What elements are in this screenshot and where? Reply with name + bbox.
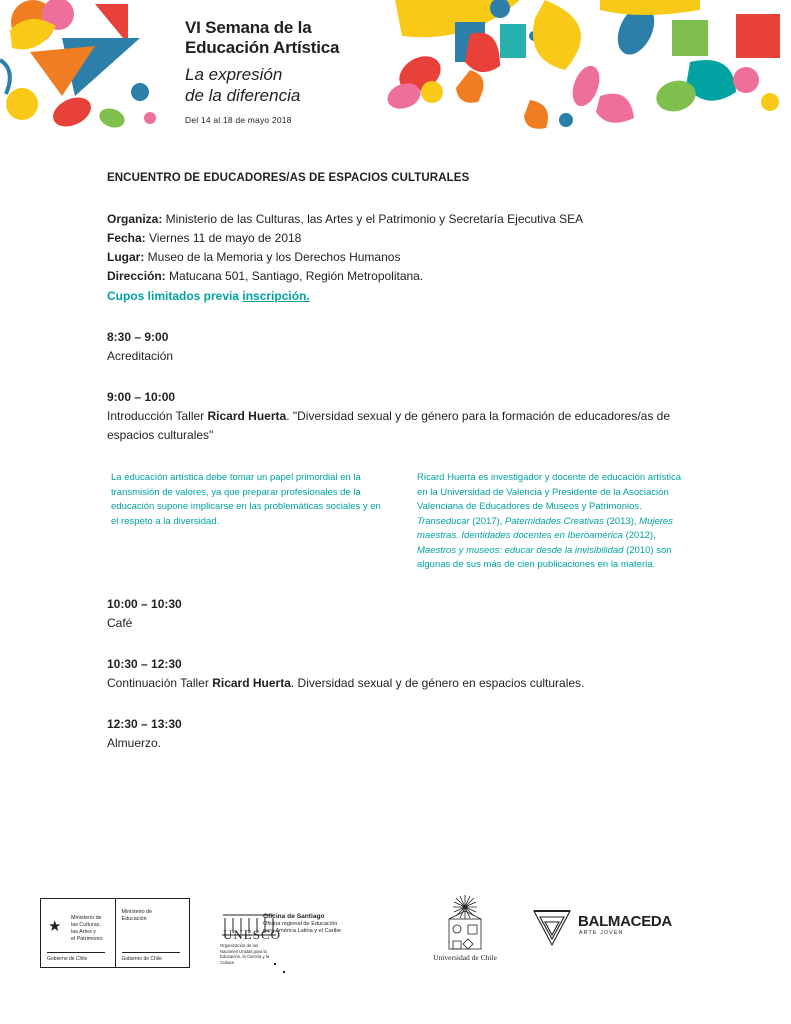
ministry-culture-name <box>71 915 102 943</box>
schedule-desc-pre: Café <box>107 615 133 630</box>
bio-column <box>417 471 687 573</box>
meta-row-organiza <box>107 210 687 229</box>
decorative-dot <box>274 963 276 965</box>
ministry-culture-line-1: Ministerio de <box>71 915 102 921</box>
schedule-description <box>107 407 687 445</box>
footer-logos <box>0 885 791 995</box>
schedule-item-2 <box>107 595 687 633</box>
ministry-culture-gob: Gobierno de Chile <box>47 956 88 962</box>
banner-decorative-shapes <box>0 0 791 150</box>
balmaceda-wordmark: BALMACEDA <box>578 913 672 930</box>
schedule-item-3 <box>107 655 687 693</box>
ministry-logos <box>40 898 190 968</box>
uchile-name: Universidad de Chile <box>433 953 497 962</box>
balmaceda-triangle-icon <box>530 907 574 951</box>
banner-title-line-2: Educación Artística <box>185 38 340 57</box>
unesco-wordmark: UNESCO <box>223 927 282 942</box>
page-title: ENCUENTRO DE EDUCADORES/AS DE ESPACIOS CULTURALES <box>107 172 470 184</box>
meta-label-lugar: Lugar: <box>107 250 145 264</box>
divider <box>122 952 180 953</box>
schedule-desc-bold: Ricard Huerta <box>207 409 287 423</box>
speaker-columns <box>111 471 687 573</box>
meta-value-fecha: Viernes 11 de mayo de 2018 <box>145 231 302 245</box>
meta-value-direccion: Matucana 501, Santiago, Región Metropolitana. <box>165 269 424 283</box>
cupos-notice <box>107 287 687 306</box>
meta-label-organiza: Organiza: <box>107 212 163 226</box>
schedule-description <box>107 347 687 366</box>
document-body <box>107 172 687 753</box>
bio-text-4: (2012), <box>622 530 656 541</box>
unesco-office-sub-1: Oficina regional de Educación <box>263 920 338 927</box>
star-icon: ★ <box>48 918 62 935</box>
banner-title-block <box>185 18 339 125</box>
ministry-culture-line-4: el Patrimonio <box>71 936 103 942</box>
unesco-office-sub-2: para América Latina y el Caribe <box>263 928 342 934</box>
schedule-time: 12:30 – 13:30 <box>107 716 182 731</box>
schedule-desc-post: . "Diversidad sexual y de género para la formación de educadores/as de espacios culturales" <box>107 409 671 442</box>
schedule-description <box>107 734 687 753</box>
schedule-desc-pre: Introducción Taller <box>107 409 208 423</box>
ministry-education-name <box>122 909 153 923</box>
schedule-description <box>107 614 687 633</box>
divider <box>47 952 105 953</box>
meta-row-lugar <box>107 248 687 267</box>
schedule-item-4 <box>107 715 687 753</box>
schedule-desc-pre: Continuación Taller <box>107 675 213 690</box>
meta-value-lugar: Museo de la Memoria y los Derechos Humanos <box>144 250 401 264</box>
unesco-logo <box>215 907 390 963</box>
ministry-culture-line-2: las Culturas, <box>71 922 101 928</box>
bio-text-1: Ricard Huerta es investigador y docente de educación artística en la Universidad de Valencia y Presidente de la Asociación Valenciana de Educadores de Museos y Patrimonios. <box>417 472 682 512</box>
banner-subtitle-line-2: de la diferencia <box>185 86 301 105</box>
schedule-time: 10:00 – 10:30 <box>107 596 182 611</box>
schedule-desc-post: . Diversidad sexual y de género en espacios culturales. <box>290 675 585 690</box>
banner-subtitle-line-1: La expresión <box>185 65 283 84</box>
schedule-desc-pre: Almuerzo. <box>107 735 162 750</box>
banner-title-line-1: VI Semana de la <box>185 18 312 37</box>
meta-value-organiza: Ministerio de las Culturas, las Artes y el Patrimonio y Secretaría Ejecutiva SEA <box>162 212 584 226</box>
decorative-dot <box>283 971 285 973</box>
unesco-subtitle: Organización de las Naciones Unidas para la Educación, la Ciencia y la Cultura <box>220 943 270 965</box>
ministry-education-logo <box>115 899 190 967</box>
schedule-desc-pre: Acreditación <box>107 349 174 363</box>
schedule-description <box>107 674 687 693</box>
ministry-education-line-1: Ministerio de <box>121 909 153 915</box>
event-metadata <box>107 210 687 306</box>
bio-title-2: Paternidades Creativas <box>505 515 604 527</box>
bio-text-5: (2010) son algunas de sus más de cien publicaciones en la materia. <box>417 544 672 570</box>
bio-text-2: (2017), <box>469 515 506 527</box>
meta-row-direccion <box>107 267 687 286</box>
schedule-time: 9:00 – 10:00 <box>107 390 176 404</box>
bio-title-1: Transeducar <box>417 515 470 527</box>
inscripcion-link[interactable]: inscripción. <box>242 289 310 303</box>
bio-text-3: (2013), <box>603 515 640 527</box>
bio-title-3: Mujeres maestras. Identidades docentes en Iberoamérica <box>417 515 673 541</box>
meta-label-direccion: Dirección: <box>107 269 166 283</box>
ministry-culture-logo <box>41 899 115 967</box>
unesco-office-block <box>263 913 341 936</box>
uchile-crest-icon <box>400 893 530 955</box>
balmaceda-arte-joven-logo <box>528 905 672 953</box>
balmaceda-tagline: ARTE JOVEN <box>579 930 624 936</box>
quote-column: La educación artística debe tomar un papel primordial en la transmisión de valores, ya que preparar profesionales de la educación supone implicarse en las problemáticas sociales y en el respeto a la diversidad. <box>111 472 381 527</box>
schedule-item-1 <box>107 388 687 445</box>
ministry-education-line-2: Educación <box>121 916 147 922</box>
banner-dates: Del 14 al 18 de mayo 2018 <box>185 115 292 125</box>
meta-row-fecha <box>107 229 687 248</box>
ministry-education-gob: Gobierno de Chile <box>121 956 162 962</box>
universidad-de-chile-logo <box>400 893 530 971</box>
unesco-office: Oficina de Santiago <box>263 913 325 920</box>
ministry-culture-line-3: las Artes y <box>71 929 96 935</box>
header-banner <box>0 0 791 150</box>
meta-label-fecha: Fecha: <box>107 231 146 245</box>
cupos-text: Cupos limitados previa <box>107 289 243 303</box>
bio-title-4: Maestros y museos: educar desde la invisibilidad <box>417 544 624 556</box>
schedule-time: 8:30 – 9:00 <box>107 330 169 344</box>
schedule-item-0 <box>107 328 687 366</box>
schedule-desc-bold: Ricard Huerta <box>212 675 291 690</box>
schedule-time: 10:30 – 12:30 <box>107 656 182 671</box>
